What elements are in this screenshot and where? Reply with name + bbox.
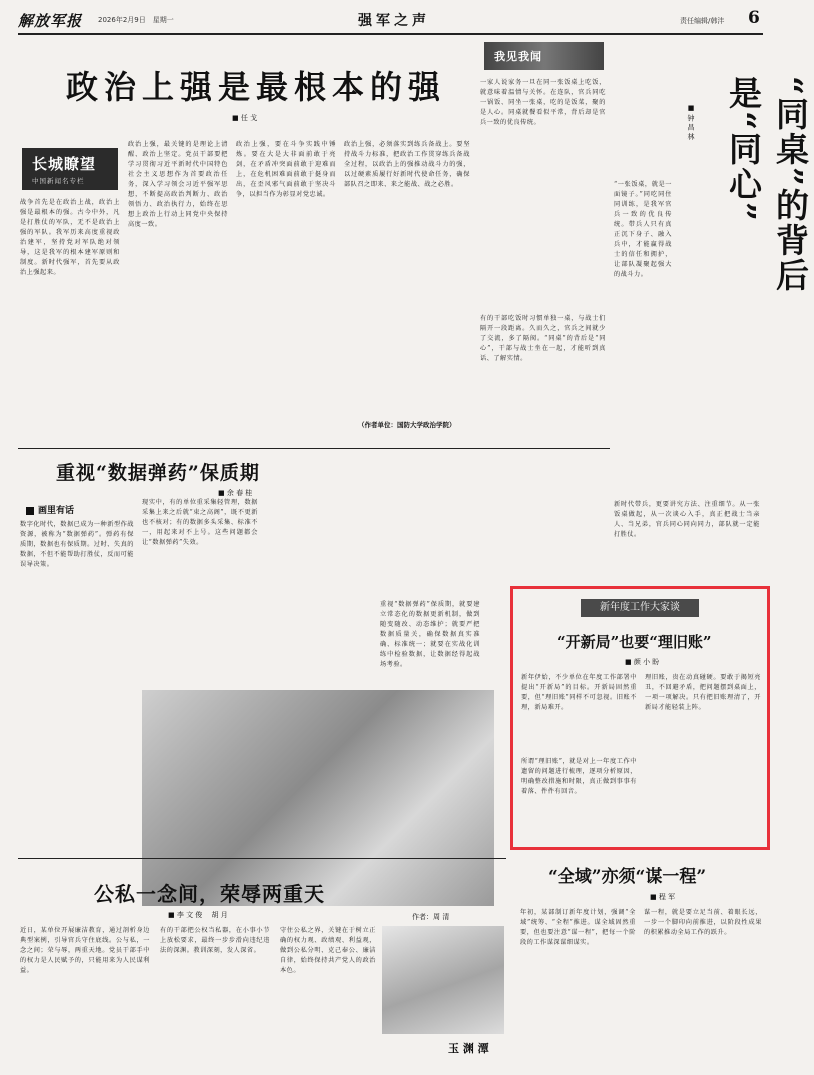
section-name: 强军之声 (358, 13, 430, 29)
lead-article-paragraph: 政治上强，必须落实到练兵备战上。要坚持战斗力标准，把政治工作贯穿练兵备战全过程，以政治上的强推动战斗力的强，以过硬素质履行好新时代使命任务，确保部队召之即来、来之能战、战之必胜。 (344, 141, 470, 188)
lower-article-paragraph: 守住公私之界，关键在于树立正确的权力观、政绩观、利益观，做到公私分明、克己奉公、廉洁自律，始终保持共产党人的政治本色。 (280, 927, 376, 974)
mid-article-paragraph: 现实中，有的单位重采集轻管理，数据采集上来之后就“束之高阁”，既不更新也不核对；有的数据多头采集、标准不一，用起来对不上号。这些问题都会让“数据弹药”失效。 (142, 499, 258, 546)
lead-article-paragraph: 战争首先是在政治上战，政治上强是最根本的强。古今中外，凡是打胜仗的军队，无不是政治上强的军队。我军历来高度重视政治建军，坚持党对军队绝对领导，这是我军的根本建军原则和制度。新时代强军，首先要从政治上强起来。 (20, 199, 120, 276)
mid-article-kicker (26, 503, 74, 516)
mid-article-title: 重视“数据弹药”保质期 (56, 462, 260, 484)
framed-article-title: “开新局”也要“理旧账” (557, 633, 712, 651)
lower-article-title: 公私一念间，荣辱两重天 (94, 882, 325, 906)
bottom-article-title: “全域”亦须“谋一程” (548, 867, 707, 887)
illustration-image (142, 690, 494, 906)
masthead-rule (18, 33, 763, 35)
sidebar-paragraph: 有的干部吃饭时习惯单独一桌，与战士们隔开一段距离。久而久之，官兵之间就少了交流，多了隔阂。“同桌”的背后是“同心”，干部与战士坐在一起，才能听到真话、了解实情。 (480, 315, 606, 362)
section-divider (18, 858, 506, 859)
newspaper-logo: 解放军报 (18, 12, 83, 30)
framed-article-tag: 新年度工作大家谈 (581, 599, 699, 617)
sidebar-kicker-banner (484, 42, 604, 70)
lead-article-source: （作者单位：国防大学政治学院） (358, 421, 456, 429)
responsible-editor: 责任编辑/韩沣 (680, 17, 725, 25)
lead-article-title: 政治上强是最根本的强 (66, 68, 447, 106)
issue-date: 2026年2月9日 星期一 (98, 16, 174, 24)
bottom-article-paragraph: 谋一程，就是要立足当前、着眼长远，一步一个脚印向前推进，以阶段性成果的积累推动全局工作的跃升。 (644, 909, 762, 936)
lower-article-paragraph: 有的干部把公权当私器，在小事小节上放松要求，最终一步步滑向违纪违法的深渊。教训深刻，发人深省。 (160, 927, 270, 954)
column-badge (22, 148, 118, 190)
mid-article-author: ■ 余 春 桂 (218, 489, 253, 497)
sidebar-paragraph: “一张饭桌，就是一面镜子。”同吃同住同训练，是我军官兵一致的优良传统。带兵人只有真正沉下身子、融入兵中，才能赢得战士的信任和拥护，让部队凝聚起强大的战斗力。 (614, 181, 672, 278)
lead-article-author: ■ 任 戈 (232, 114, 258, 122)
bottom-article-author: ■ 程 军 (650, 893, 676, 901)
sidebar-kicker: 我见我闻 (494, 50, 542, 63)
framed-article (510, 586, 770, 850)
framed-article-author: ■ 颜 小 盼 (625, 658, 660, 666)
sidebar-paragraph: 一家人说家务一旦在同一张饭桌上吃饭，就意味着温情与关怀。在连队，官兵同吃一锅饭、同坐一张桌，吃的是饭菜，聚的是人心。同桌就餐看似平常，背后却是官兵一致的优良传统。 (480, 79, 606, 126)
lower-article-author: ■ 李 文 俊 胡 月 (168, 911, 228, 919)
mid-article-kicker-label: 画里有话 (38, 506, 75, 516)
lower-article-paragraph: 近日，某单位开展廉洁教育，通过剖析身边典型案例，引导官兵守住底线。公与私，一念之间；荣与辱，两重天地。党员干部手中的权力是人民赋予的，只能用来为人民谋利益。 (20, 927, 150, 974)
page-number: 6 (748, 8, 760, 28)
sidebar-author: ■ 钟 昌 林 (687, 104, 695, 140)
lead-article-paragraph: 政治上强，最关键的是理论上清醒、政治上坚定。党员干部要把学习贯彻习近平新时代中国特色社会主义思想作为首要政治任务，深入学习领会习近平强军思想，不断提高政治判断力、政治领悟力、政治执行力，始终在思想上政治上行动上同党中央保持高度一致。 (128, 141, 228, 228)
column-badge-subtitle: 中国新闻名专栏 (32, 177, 85, 185)
lead-article-paragraph: 政治上强，要在斗争实践中锤炼。要在大是大非面前敢于亮剑，在矛盾冲突面前敢于迎难而上，在危机困难面前敢于挺身而出，在歪风邪气面前敢于坚决斗争，以担当作为彰显对党忠诚。 (236, 141, 336, 198)
square-bullet-icon (26, 507, 34, 515)
mid-article-paragraph: 重视“数据弹药”保质期，就要建立常态化的数据更新机制，做到随变随改、动态维护；就要严把数据质量关，确保数据真实准确、标准统一；就要在实战化训练中检验数据，让数据经得起战场考验。 (380, 601, 480, 668)
framed-article-paragraph: 所谓“理旧账”，就是对上一年度工作中遗留的问题进行梳理，逐项分析原因，明确整改措施和时限，真正做到事事有着落、件件有回音。 (521, 758, 637, 795)
column-badge-title: 长城瞭望 (32, 155, 97, 173)
masthead (18, 8, 763, 32)
sidebar-paragraph: 新时代带兵，更要讲究方法、注重细节。从一张饭桌做起，从一次谈心入手，真正把战士当亲人、当兄弟，官兵同心同向同力，部队就一定能打胜仗。 (614, 501, 760, 538)
mid-article-paragraph: 数字化时代，数据已成为一种新型作战资源，被称为“数据弹药”。弹药有保质期，数据也有保质期。过时、失真的数据，不但不能帮助打胜仗，反而可能误导决策。 (20, 521, 134, 568)
cartoon-image (382, 926, 504, 1034)
framed-article-paragraph: 新年伊始，不少单位在年度工作部署中提出“开新局”的目标。开新局固然重要，但“理旧账”同样不可忽视。旧账不理，新局难开。 (521, 674, 637, 711)
section-divider (18, 448, 610, 449)
sidebar-title: “同桌”的背后是“同心” (724, 76, 810, 293)
bottom-article-paragraph: 年初，某部制订新年度计划，强调“全域”统筹、“全程”推进。谋全域固然重要，但也要注意“谋一程”，把每一个阶段的工作谋深谋细谋实。 (520, 909, 636, 946)
framed-article-paragraph: 理旧账，贵在动真碰硬。要敢于揭短亮丑，不回避矛盾，把问题摆到桌面上，一项一项解决。只有把旧账理清了，开新局才能轻装上阵。 (645, 674, 761, 711)
illustration-caption: 作者：周 清 (412, 913, 450, 921)
illustrator-signature: 玉 渊 潭 (448, 1042, 489, 1055)
